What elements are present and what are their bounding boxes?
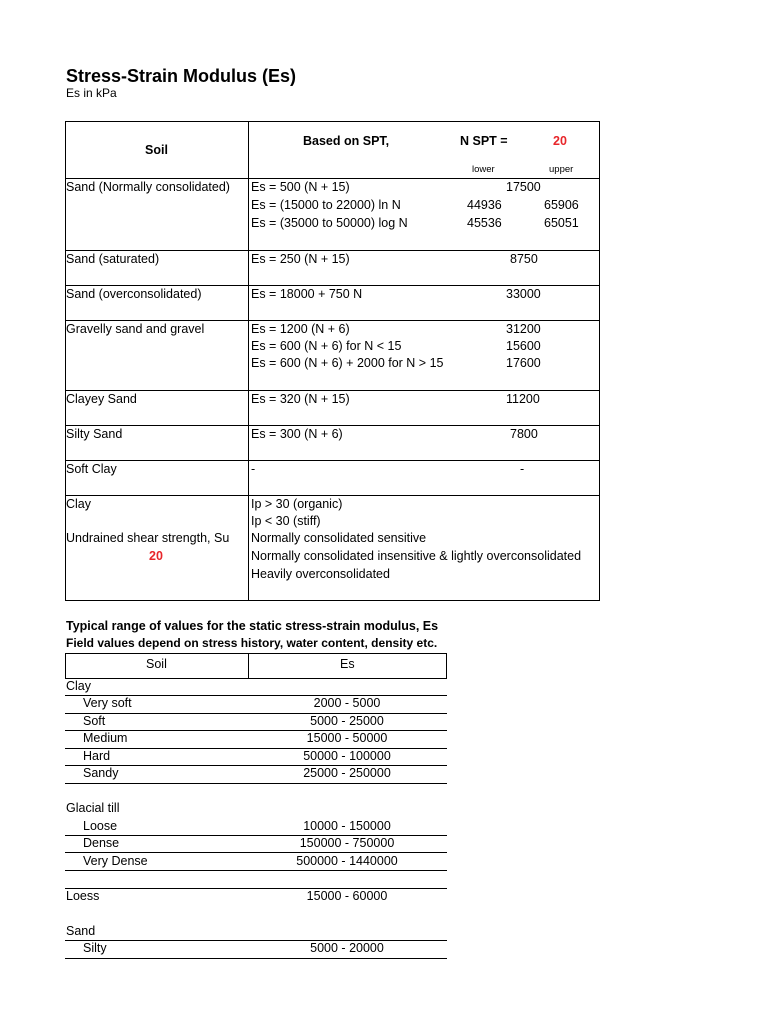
table1-equation: Ip > 30 (organic) (251, 497, 343, 511)
table1-equation: Es = 1200 (N + 6) (251, 322, 350, 336)
page-subtitle: Es in kPa (66, 86, 117, 100)
table2-item: Very soft (83, 696, 132, 710)
table1-header-based-on: Based on SPT, (303, 134, 390, 148)
table1-equation: Heavily overconsolidated (251, 567, 390, 581)
table2-header-es: Es (340, 657, 355, 671)
table1-equation: Es = (35000 to 50000) log N (251, 216, 408, 230)
table1-equation: - (251, 462, 256, 476)
table1-equation: Es = 250 (N + 15) (251, 252, 350, 266)
table2-item: Loose (83, 819, 118, 833)
table2-item: Hard (83, 749, 111, 763)
table1-header-nspt-label: N SPT = (460, 134, 508, 148)
table1-upper-value: 65906 (544, 198, 579, 212)
table2-item: Very Dense (83, 854, 148, 868)
nspt-value: 20 (553, 134, 567, 148)
table1-soil-cell: Sand (Normally consolidated) (66, 180, 230, 194)
table1-equation: Normally consolidated insensitive & lightly overconsolidated (251, 549, 582, 563)
table1-value: 8750 (510, 252, 538, 266)
table1-equation: Es = (15000 to 22000) ln N (251, 198, 401, 212)
table1-soil-cell: Gravelly sand and gravel (66, 322, 205, 336)
table1-equation: Es = 300 (N + 6) (251, 427, 343, 441)
table2-item: Silty (83, 941, 107, 955)
table1-soil-cell: Sand (saturated) (66, 252, 160, 266)
undrained-shear-value: 20 (149, 549, 163, 563)
table1-soil-cell: Soft Clay (66, 462, 117, 476)
table2-category: Clay (66, 679, 92, 693)
undrained-shear-label: Undrained shear strength, Su (66, 531, 230, 545)
table1-value: 33000 (506, 287, 541, 301)
table2-es-value: 15000 - 60000 (306, 889, 388, 903)
table2-es-value: 2000 - 5000 (313, 696, 381, 710)
table2-item: Soft (83, 714, 106, 728)
table1-soil-cell: Clay (66, 497, 92, 511)
table2-category: Loess (66, 889, 100, 903)
table1-soil-cell: Silty Sand (66, 427, 123, 441)
table2-item: Dense (83, 836, 120, 850)
table1-equation: Es = 18000 + 750 N (251, 287, 363, 301)
table1-value: 11200 (506, 392, 540, 406)
table1-soil-cell: Sand (overconsolidated) (66, 287, 202, 301)
table1-lower-value: 44936 (467, 198, 502, 212)
table2-es-value: 5000 - 25000 (310, 714, 384, 728)
table1-soil-cell: Clayey Sand (66, 392, 137, 406)
table1-value: 15600 (506, 339, 541, 353)
table1-upper-value: 65051 (544, 216, 579, 230)
table1-equation: Es = 500 (N + 15) (251, 180, 350, 194)
table2-es-value: 5000 - 20000 (310, 941, 384, 955)
table2-es-value: 50000 - 100000 (303, 749, 391, 763)
table2-es-value: 150000 - 750000 (299, 836, 395, 850)
table1-header-soil: Soil (145, 143, 168, 157)
table1-value: 17600 (506, 356, 541, 370)
section2-title: Typical range of values for the static stress-strain modulus, Es (66, 619, 439, 633)
column-lower-label: lower (472, 164, 495, 175)
table1-equation: Es = 320 (N + 15) (251, 392, 350, 406)
table2-item: Medium (83, 731, 128, 745)
table1-lower-value: 45536 (467, 216, 502, 230)
table2-category: Sand (66, 924, 96, 938)
table2-es-value: 500000 - 1440000 (296, 854, 398, 868)
column-upper-label: upper (549, 164, 574, 175)
table1-equation: Ip < 30 (stiff) (251, 514, 321, 528)
table1-equation: Es = 600 (N + 6) + 2000 for N > 15 (251, 356, 444, 370)
table2-es-value: 10000 - 150000 (303, 819, 391, 833)
table1-equation: Normally consolidated sensitive (251, 531, 427, 545)
table1-value: - (520, 462, 525, 476)
table2-es-value: 15000 - 50000 (306, 731, 388, 745)
table1-equation: Es = 600 (N + 6) for N < 15 (251, 339, 402, 353)
table2-es-value: 25000 - 250000 (303, 766, 391, 780)
table1-value: 7800 (510, 427, 538, 441)
table2-header-soil: Soil (146, 657, 167, 671)
table1-value: 17500 (506, 180, 541, 194)
table2-category: Glacial till (66, 801, 120, 815)
page-title: Stress-Strain Modulus (Es) (66, 66, 297, 86)
table2-item: Sandy (83, 766, 119, 780)
section2-note: Field values depend on stress history, water content, density etc. (66, 636, 438, 650)
table1-value: 31200 (506, 322, 541, 336)
